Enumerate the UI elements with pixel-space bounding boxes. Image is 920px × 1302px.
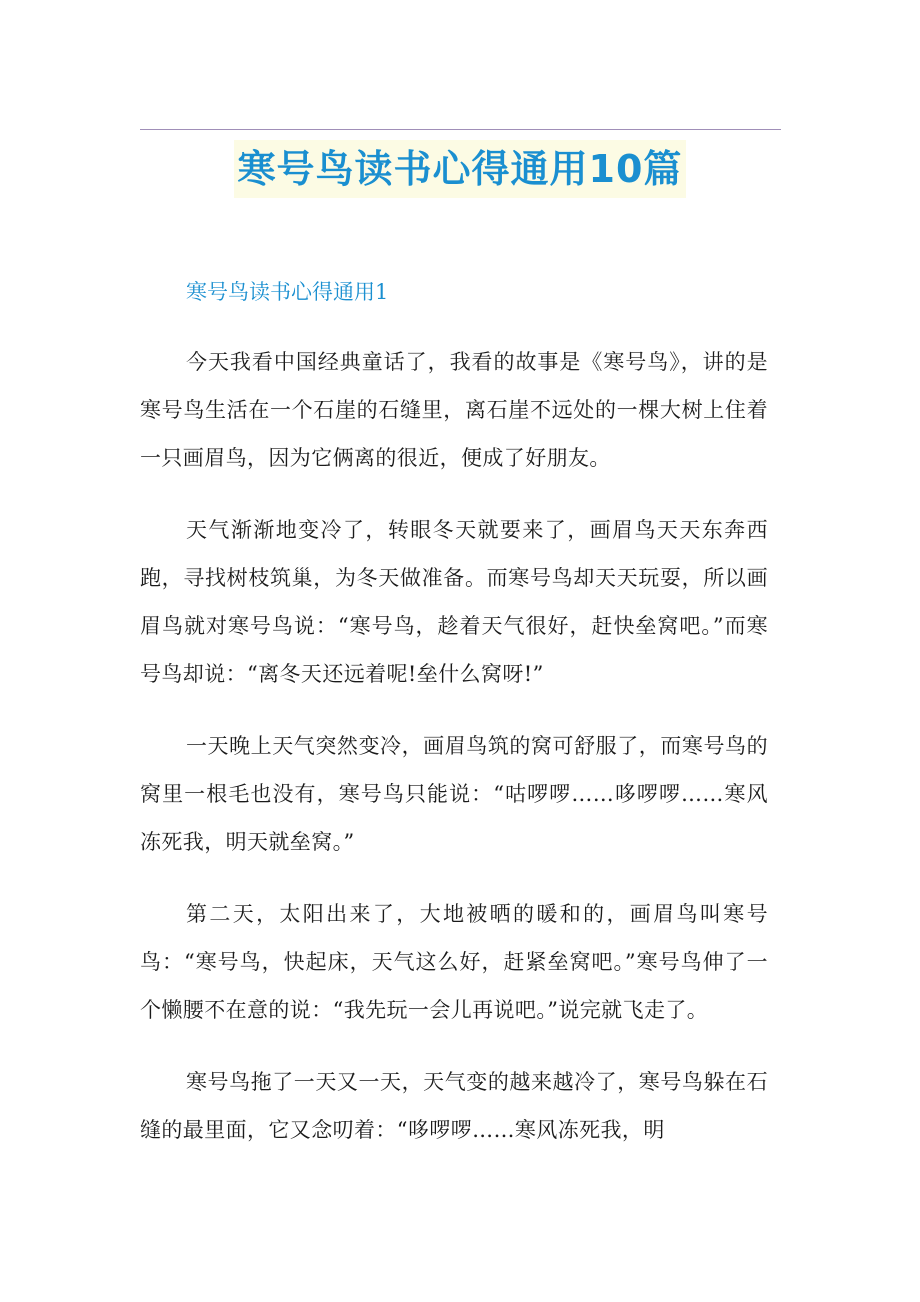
section-heading: 寒号鸟读书心得通用1: [186, 280, 389, 304]
paragraph-3: 一天晚上天气突然变冷，画眉鸟筑的窝可舒服了，而寒号鸟的窝里一根毛也没有，寒号鸟只能说：“咕啰啰……哆啰啰……寒风冻死我，明天就垒窝。”: [140, 734, 768, 854]
header-divider: [140, 129, 781, 130]
paragraph-5: 寒号鸟拖了一天又一天，天气变的越来越冷了，寒号鸟躲在石缝的最里面，它又念叨着：“哆啰啰……寒风冻死我，明: [140, 1070, 768, 1142]
paragraph-2: 天气渐渐地变冷了，转眼冬天就要来了，画眉鸟天天东奔西跑，寻找树枝筑巢，为冬天做准备。而寒号鸟却天天玩耍，所以画眉鸟就对寒号鸟说：“寒号鸟，趁着天气很好，赶快垒窝吧。”而寒号鸟却说：“离冬天还远着呢!垒什么窝呀!”: [140, 518, 768, 686]
document-body: [140, 272, 768, 1178]
paragraph-4: 第二天，太阳出来了，大地被晒的暖和的，画眉鸟叫寒号鸟：“寒号鸟，快起床，天气这么好，赶紧垒窝吧。”寒号鸟伸了一个懒腰不在意的说：“我先玩一会儿再说吧。”说完就飞走了。: [140, 902, 768, 1022]
paragraph-1: 今天我看中国经典童话了，我看的故事是《寒号鸟》，讲的是寒号鸟生活在一个石崖的石缝里，离石崖不远处的一棵大树上住着一只画眉鸟，因为它俩离的很近，便成了好朋友。: [140, 350, 768, 470]
document-title: 寒号鸟读书心得通用10篇: [234, 140, 687, 198]
title-container: [0, 140, 920, 198]
